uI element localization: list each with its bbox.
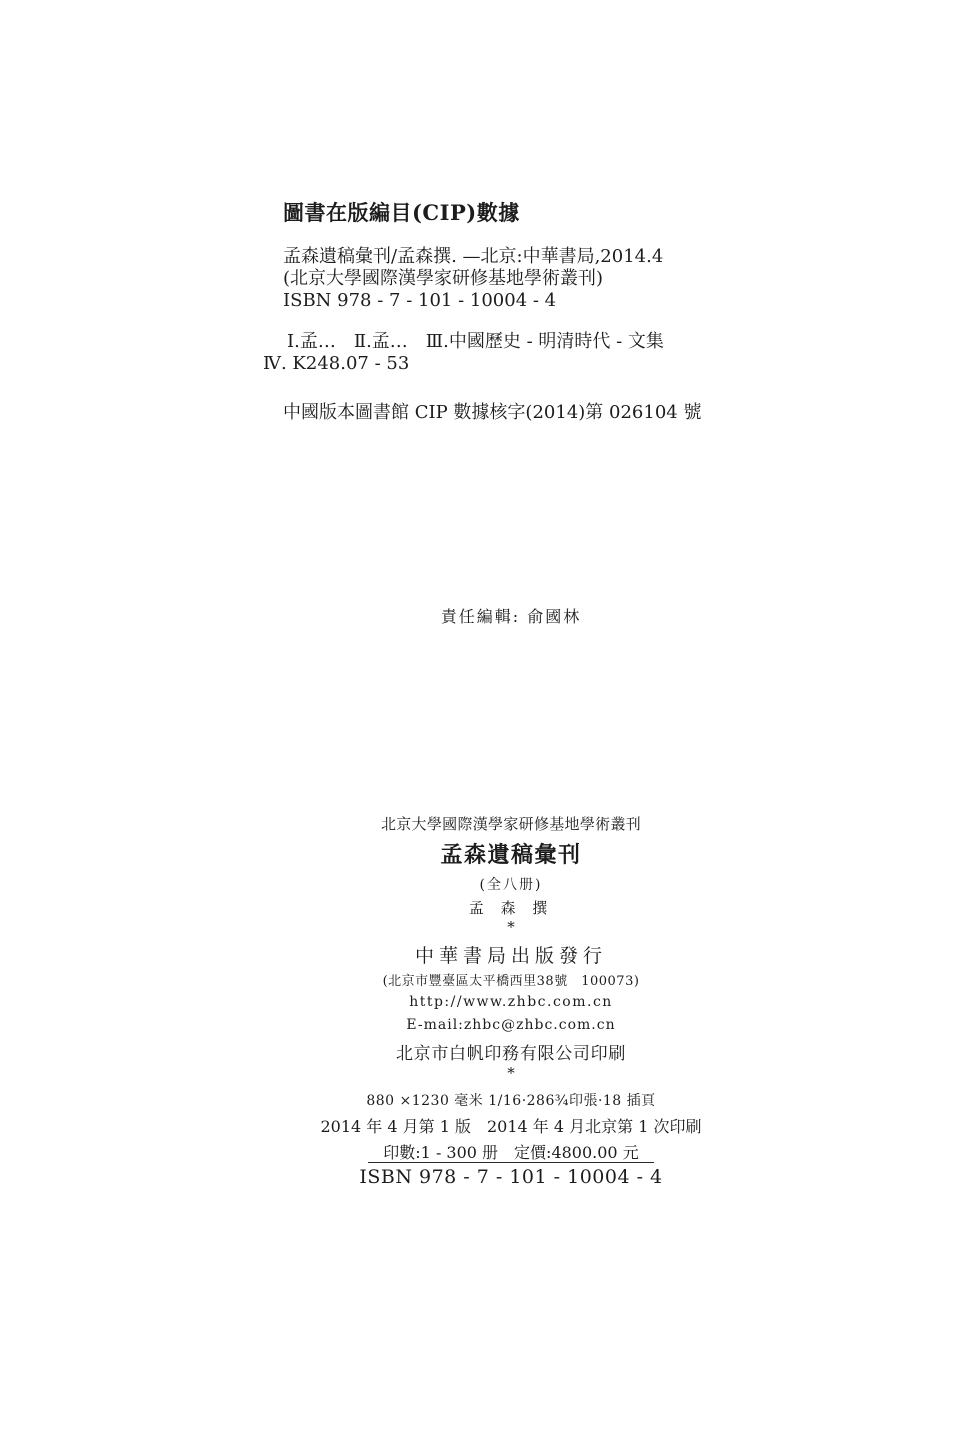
cip-heading: 圖書在版編目(CIP)數據 (283, 200, 520, 225)
volume-note: (全八册) (479, 877, 543, 893)
responsible-editor: 責任編輯: 俞國林 (440, 607, 582, 626)
publisher-statement: 中華書局出版發行 (414, 945, 607, 967)
isbn-divider-rule (368, 1162, 654, 1163)
cip-isbn-statement: ISBN 978 - 7 - 101 - 10004 - 4 (283, 290, 557, 311)
classification-line-1: Ⅰ.孟… Ⅱ.孟… Ⅲ.中國歷史 - 明清時代 - 文集 (287, 331, 664, 352)
publisher-website: http://www.zhbc.com.cn (409, 994, 613, 1010)
classification-line-2: Ⅳ. K248.07 - 53 (263, 353, 410, 374)
cip-series-statement: (北京大學國際漢學家研修基地學術叢刊) (283, 268, 604, 289)
book-title: 孟森遺稿彙刊 (440, 842, 582, 868)
separator-asterisk-top: * (507, 918, 515, 936)
series-title: 北京大學國際漢學家研修基地學術叢刊 (380, 815, 642, 833)
format-statement: 880 ×1230 毫米 1/16·286¾印張·18 插頁 (366, 1093, 656, 1109)
cip-title-statement: 孟森遺稿彙刊/孟森撰. —北京:中華書局,2014.4 (283, 246, 664, 267)
print-run-price: 印數:1 - 300 册 定價:4800.00 元 (383, 1143, 639, 1162)
cip-registry-number: 中國版本圖書館 CIP 數據核字(2014)第 026104 號 (283, 402, 702, 423)
edition-statement: 2014 年 4 月第 1 版 2014 年 4 月北京第 1 次印刷 (320, 1117, 702, 1136)
isbn-number: ISBN 978 - 7 - 101 - 10004 - 4 (359, 1166, 663, 1188)
printer-statement: 北京市白帆印務有限公司印刷 (395, 1044, 627, 1064)
colophon-column (281, 0, 741, 1437)
author-statement: 孟 森 撰 (468, 899, 554, 917)
publisher-email: E-mail:zhbc@zhbc.com.cn (406, 1017, 616, 1033)
separator-asterisk-bottom: * (507, 1064, 515, 1082)
publisher-address: (北京市豐臺區太平橋西里38號 100073) (382, 974, 640, 989)
